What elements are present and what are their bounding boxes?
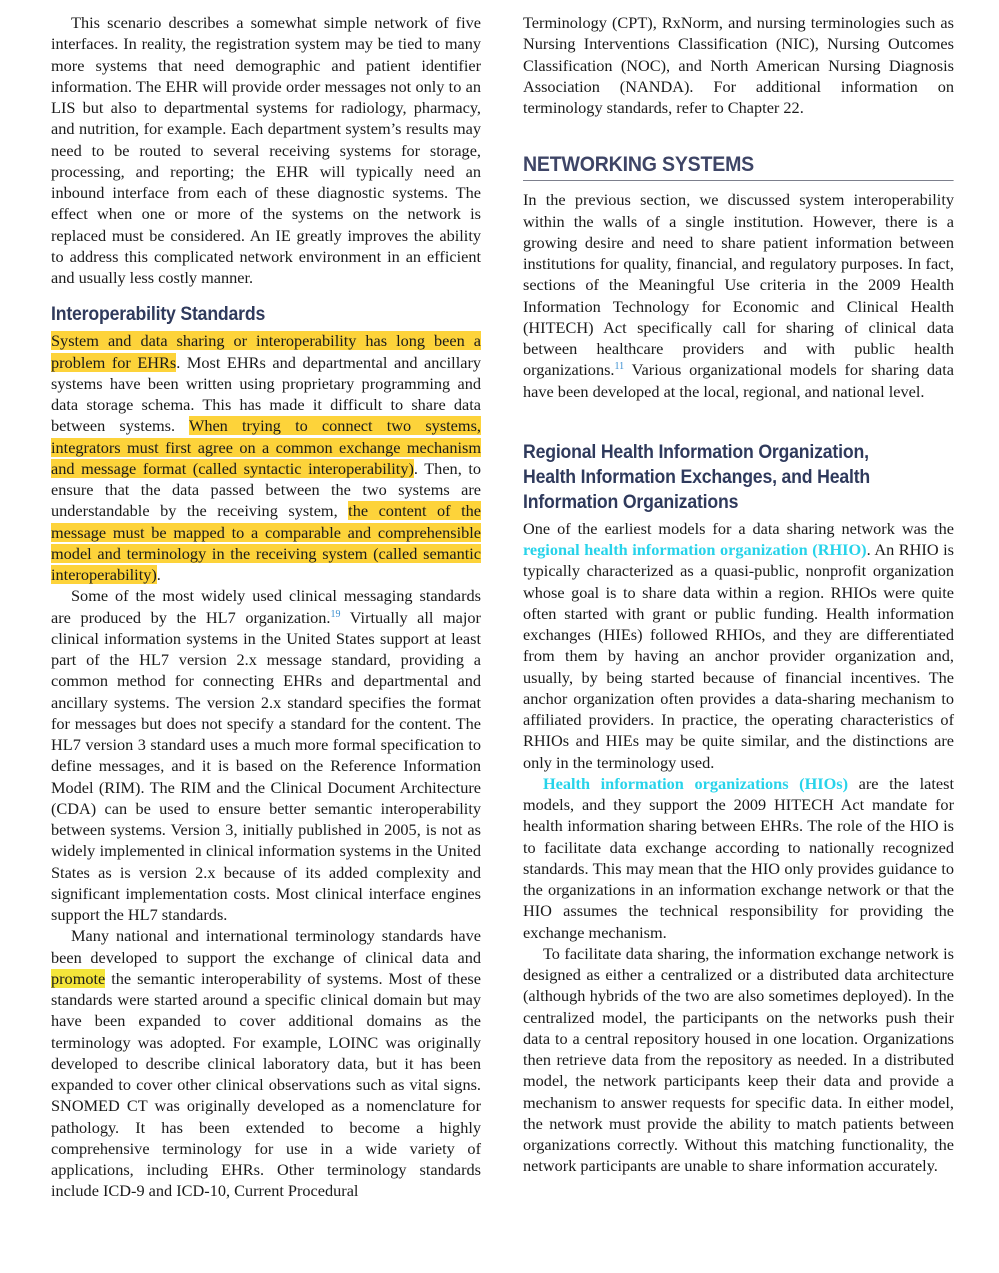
term-hio[interactable]: Health information organizations (HIOs): [543, 773, 849, 793]
paragraph-networking: In the previous section, we discussed system interoperability within the walls of a single institution. However, there is a growing desire and need to share patient information between institutions for quality, financial, and regulatory purposes. In fact, sections of the Meaningful Use criteria in the 2009 Health Information Technology for Economic and Clinical Health (HITECH) Act specifically call for sharing of clinical data between healthcare providers and with public health organizations.$^{11}$ Various organizational models for sharing data have been developed at the local, regional, and national level.: [523, 190, 954, 401]
heading-networking-systems: NETWORKING SYSTEMS: [523, 152, 954, 181]
reference-11[interactable]: 11: [614, 361, 625, 373]
paragraph-network-scenario: This scenario describes a somewhat simple network of five interfaces. In reality, the registration system may be tied to many more systems that need demographic and patient identifier information. The EHR will provide order messages not only to an LIS but also to departmental systems for radiology, pharmacy, and nutrition, for example. Each department system’s results may need to be routed to several receiving systems for storage, processing, and reporting; the EHR will typically need an inbound interface from each of these diagnostic systems. The effect when one or more of the systems on the network is replaced must be considered. An IE greatly improves the ability to address this complicated network environment in an efficient and usually less costly manner.: [51, 13, 481, 287]
paragraph-hio: Health information organizations (HIOs) are the latest models, and they support the 2009 HITECH Act mandate for health information sharing between EHRs. The role of the HIO is to facilitate data exchange according to nationally recognized standards. This may mean that the HIO only provides guidance to the organizations in an information exchange network or that the HIO assumes the technical responsibility for providing the exchange mechanism.: [523, 773, 954, 942]
highlight-interoperability-problem: System and data sharing or interoperability has long been a problem for EHRs: [51, 331, 481, 372]
left-column: [51, 12, 481, 1202]
paragraph-terminology-continued: Terminology (CPT), RxNorm, and nursing terminologies such as Nursing Interventions Classification (NIC), Nursing Outcomes Classification (NOC), and North American Nursing Diagnosis Association (NANDA). For additional information on terminology standards, refer to Chapter 22.: [523, 13, 954, 117]
heading-interoperability-standards: Interoperability Standards: [51, 304, 266, 326]
paragraph-interoperability: System and data sharing or interoperability has long been a problem for EHRs. Most EHRs and departmental and ancillary systems have been written using proprietary programming and data storage schema. This has made it difficult to share data between systems. When trying to connect two systems, integrators must first agree on a common exchange mechanism and message format (called syntactic interoperability). Then, to ensure that the data passed between the two systems are understandable by the receiving system, the content of the message must be mapped to a comparable and comprehensible model and terminology in the receiving system (called semantic interoperability).: [51, 331, 482, 584]
paragraph-terminology-standards: Many national and international terminology standards have been developed to support the exchange of clinical data and promote the semantic interoperability of systems. Most of these standards were started around a specific clinical domain but may have been expanded to cover additional domains as the terminology was adopted. For example, LOINC was originally developed to describe clinical laboratory data, but it has been expanded to cover other clinical observations such as vital signs. SNOMED CT was originally developed as a nomenclature for pathology. It has been extended to become a highly comprehensive terminology for use in a wide variety of applications, including EHRs. Other terminology standards include ICD-9 and ICD-10, Current Procedural: [51, 926, 481, 1201]
highlight-promote: promote: [51, 968, 106, 988]
heading-regional-health-information-organization: Regional Health Information Organization, Health Information Exchanges, and Health Information Organizations: [523, 441, 871, 513]
paragraph-hl7: Some of the most widely used clinical messaging standards are produced by the HL7 organization.$^{19}$ Virtually all major clinical information systems in the United States support at least part of the HL7 version 2.x message standard, providing a common method for connecting EHRs and departmental and ancillary systems. The version 2.x standard specifies the format for messages but does not specify a standard for the content. The HL7 version 3 standard uses a much more formal specification to define messages, and it is based on the Reference Information Model (RIM). The RIM and the Clinical Document Architecture (CDA) can be used to ensure better semantic interoperability between systems. Version 3, initially published in 2005, is not as widely implemented in clinical information systems in the United States as is version 2.x because of its added complexity and significant implementation costs. Most clinical interface engines support the HL7 standards.: [51, 586, 481, 924]
right-column: [523, 12, 954, 1177]
term-rhio[interactable]: regional health information organization (RHIO): [523, 540, 867, 559]
paragraph-rhio: One of the earliest models for a data sharing network was the regional health information organization (RHIO). An RHIO is typically characterized as a quasi-public, nonprofit organization whose goal is to share data within a region. RHIOs were quite often started with grant or public funding. Health information exchanges (HIEs) followed RHIOs, and they are differentiated from them by having an anchor provider organization and, usually, by being started because of financial incentives. The anchor organization often provides a data-sharing mechanism to affiliated providers. In practice, the operating characteristics of RHIOs and HIEs may be quite similar, and the distinctions are only in the terminology used.: [523, 518, 954, 772]
paragraph-data-sharing-architecture: To facilitate data sharing, the information exchange network is designed as either a centralized or a distributed data architecture (although hybrids of the two are also sometimes deployed). In the centralized model, the participants on the networks push their data to a central repository housed in one location. Organizations then retrieve data from the repository as needed. In a distributed model, the network participants keep their data and provide a mechanism to answer requests for specific data. In either model, the network must provide the ability to match patients between organizations correctly. Without this matching functionality, the network participants are unable to share information accurately.: [523, 943, 954, 1176]
highlight-syntactic-interoperability: When trying to connect two systems, integrators must first agree on a common exchange mechanism and message format (called syntactic interoperability): [51, 416, 481, 478]
highlight-semantic-interoperability: the content of the message must be mapped to a comparable and comprehensible model and terminology in the receiving system (called semantic interoperability): [51, 501, 481, 584]
reference-19[interactable]: 19: [330, 608, 341, 620]
